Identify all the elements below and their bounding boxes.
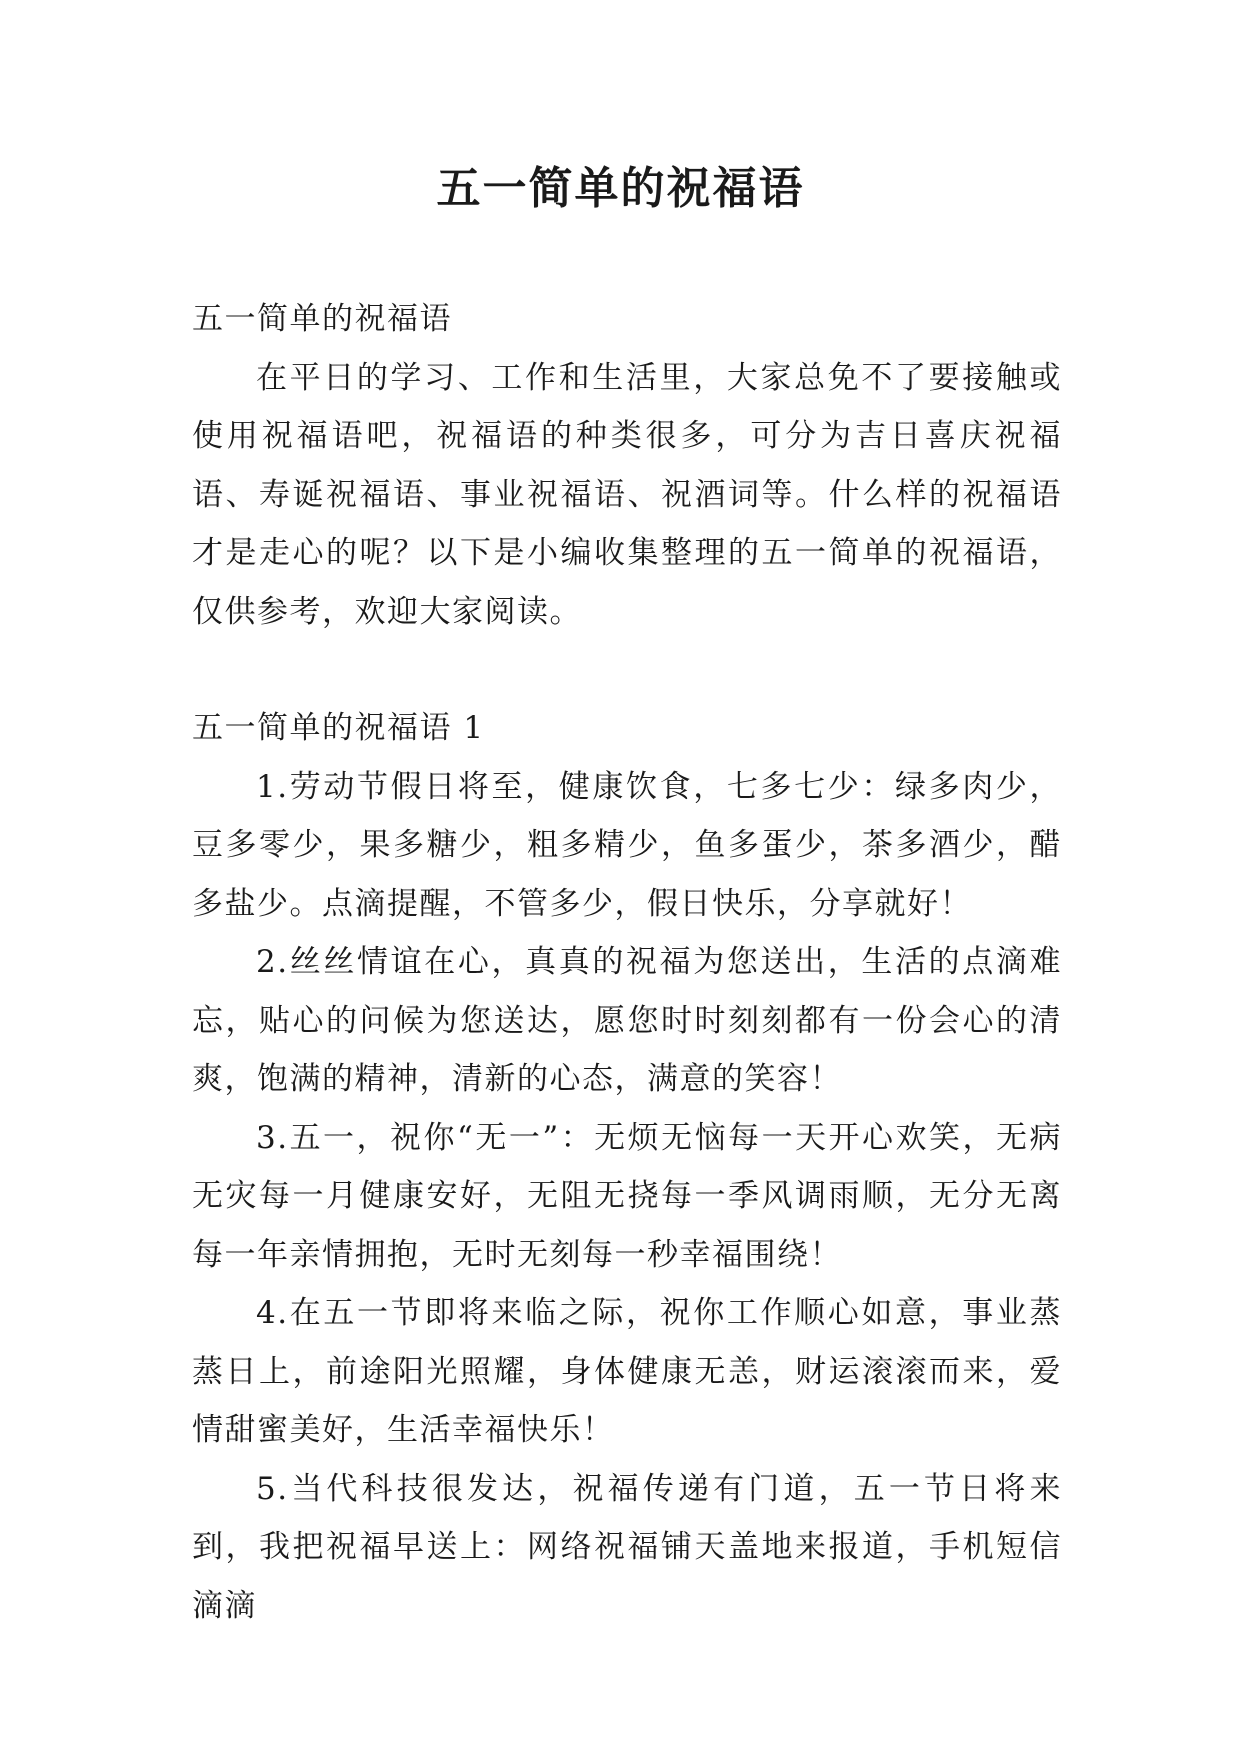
section-heading: 五一简单的祝福语 1 <box>192 710 485 746</box>
document-body <box>192 290 1062 1635</box>
document-title: 五一简单的祝福语 <box>436 163 805 214</box>
list-item: 2.丝丝情谊在心，真真的祝福为您送出，生活的点滴难忘，贴心的问候为您送达，愿您时时刻刻都有一份会心的清爽，饱满的精神，清新的心态，满意的笑容！ <box>192 944 1062 1097</box>
intro-paragraph: 在平日的学习、工作和生活里，大家总免不了要接触或使用祝福语吧，祝福语的种类很多，可分为吉日喜庆祝福语、寿诞祝福语、事业祝福语、祝酒词等。什么样的祝福语才是走心的呢？以下是小编收集整理的五一简单的祝福语，仅供参考，欢迎大家阅读。 <box>192 359 1062 630</box>
intro-heading: 五一简单的祝福语 <box>192 301 452 337</box>
list-item: 3.五一，祝你“无一”：无烦无恼每一天开心欢笑，无病无灾每一月健康安好，无阻无挠每一季风调雨顺，无分无离每一年亲情拥抱，无时无刻每一秒幸福围绕！ <box>192 1119 1062 1273</box>
section-spacer <box>192 641 1062 699</box>
list-item: 1.劳动节假日将至，健康饮食，七多七少：绿多肉少，豆多零少，果多糖少，粗多精少，鱼多蛋少，茶多酒少，醋多盐少。点滴提醒，不管多少，假日快乐，分享就好！ <box>192 768 1062 922</box>
list-item: 4.在五一节即将来临之际，祝你工作顺心如意，事业蒸蒸日上，前途阳光照耀，身体健康无恙，财运滚滚而来，爱情甜蜜美好，生活幸福快乐！ <box>192 1295 1062 1448</box>
list-item: 5.当代科技很发达，祝福传递有门道，五一节日将来到，我把祝福早送上：网络祝福铺天盖地来报道，手机短信滴滴 <box>192 1470 1062 1624</box>
